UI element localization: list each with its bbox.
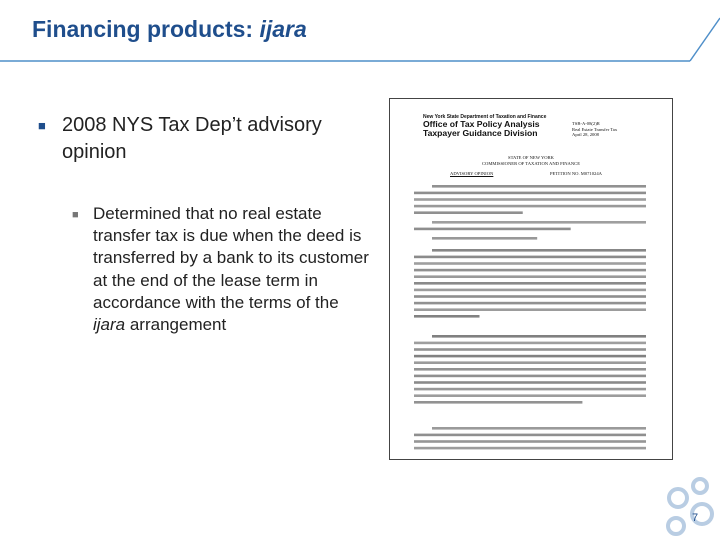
square-bullet-icon: ■: [72, 209, 79, 221]
doc-state-line: STATE OF NEW YORK: [508, 155, 554, 160]
page-number: 7: [692, 512, 699, 524]
bullet-level-2-before: Determined that no real estate transfer tax is due when the deed is transferred by a bank to its customer at the end of the lease term in accordance with the terms of the: [93, 204, 369, 312]
doc-text-line: [414, 228, 571, 231]
doc-text-line: [414, 269, 646, 272]
doc-text-line: [414, 262, 646, 265]
doc-text-line: [414, 355, 646, 358]
title-main: Financing products:: [32, 16, 260, 42]
doc-text-line: [432, 237, 537, 240]
advisory-opinion-document-image: [389, 98, 673, 460]
bullet-level-2-text: [93, 203, 372, 336]
doc-text-line: [414, 289, 646, 292]
doc-text-line: [414, 211, 523, 214]
doc-text-line: [432, 427, 646, 430]
doc-petition-label: PETITION NO. M071024A: [550, 171, 602, 176]
doc-state-line: COMMISSIONER OF TAXATION AND FINANCE: [481, 160, 581, 166]
doc-text-line: [414, 205, 646, 208]
doc-ref-line: April 28, 2008: [572, 132, 599, 138]
doc-department: New York State Department of Taxation and Finance: [423, 114, 547, 120]
bullet-level-2-emphasis: ijara: [93, 315, 126, 335]
doc-text-line: [414, 315, 480, 318]
decorative-logo-icon: [656, 468, 720, 540]
doc-text-line: [414, 361, 646, 364]
doc-text-line: [414, 434, 646, 437]
doc-text-line: [414, 275, 646, 278]
page-title: [32, 16, 307, 43]
doc-text-line: [414, 381, 646, 384]
doc-text-line: [414, 368, 646, 371]
doc-text-line: [432, 221, 646, 224]
doc-office-line: Office of Tax Policy Analysis: [423, 119, 540, 129]
doc-body-text-lines: [390, 99, 672, 459]
doc-text-line: [414, 342, 646, 345]
doc-advisory-label: ADVISORY OPINION: [450, 171, 494, 176]
doc-text-line: [414, 302, 646, 305]
doc-text-line: [414, 394, 646, 397]
doc-text-line: [414, 295, 646, 298]
doc-text-line: [414, 256, 646, 259]
title-emphasis: ijara: [259, 16, 307, 42]
doc-text-line: [414, 447, 646, 450]
bullet-level-2-after: arrangement: [125, 315, 227, 335]
bullet-level-1-text: 2008 NYS Tax Dep’t advisory opinion: [62, 114, 322, 163]
doc-text-line: [414, 348, 646, 351]
doc-text-line: [414, 375, 646, 378]
doc-text-line: [414, 198, 646, 201]
doc-text-line: [414, 388, 646, 391]
doc-ref-line: TSB-A-08(2)R: [572, 121, 600, 126]
doc-ref-line: Real Estate Transfer Tax: [572, 126, 618, 132]
doc-text-line: [414, 440, 646, 443]
doc-text-line: [414, 192, 646, 195]
bullet-level-1: [38, 112, 358, 166]
bullet-level-2: [72, 203, 372, 336]
doc-text-line: [414, 282, 646, 285]
doc-office-line: Taxpayer Guidance Division: [423, 128, 538, 138]
doc-text-line: [414, 401, 582, 404]
doc-text-line: [432, 335, 646, 338]
doc-text-line: [432, 185, 646, 188]
doc-text-line: [414, 308, 646, 311]
square-bullet-icon: ■: [38, 118, 46, 133]
doc-text-line: [432, 249, 646, 252]
